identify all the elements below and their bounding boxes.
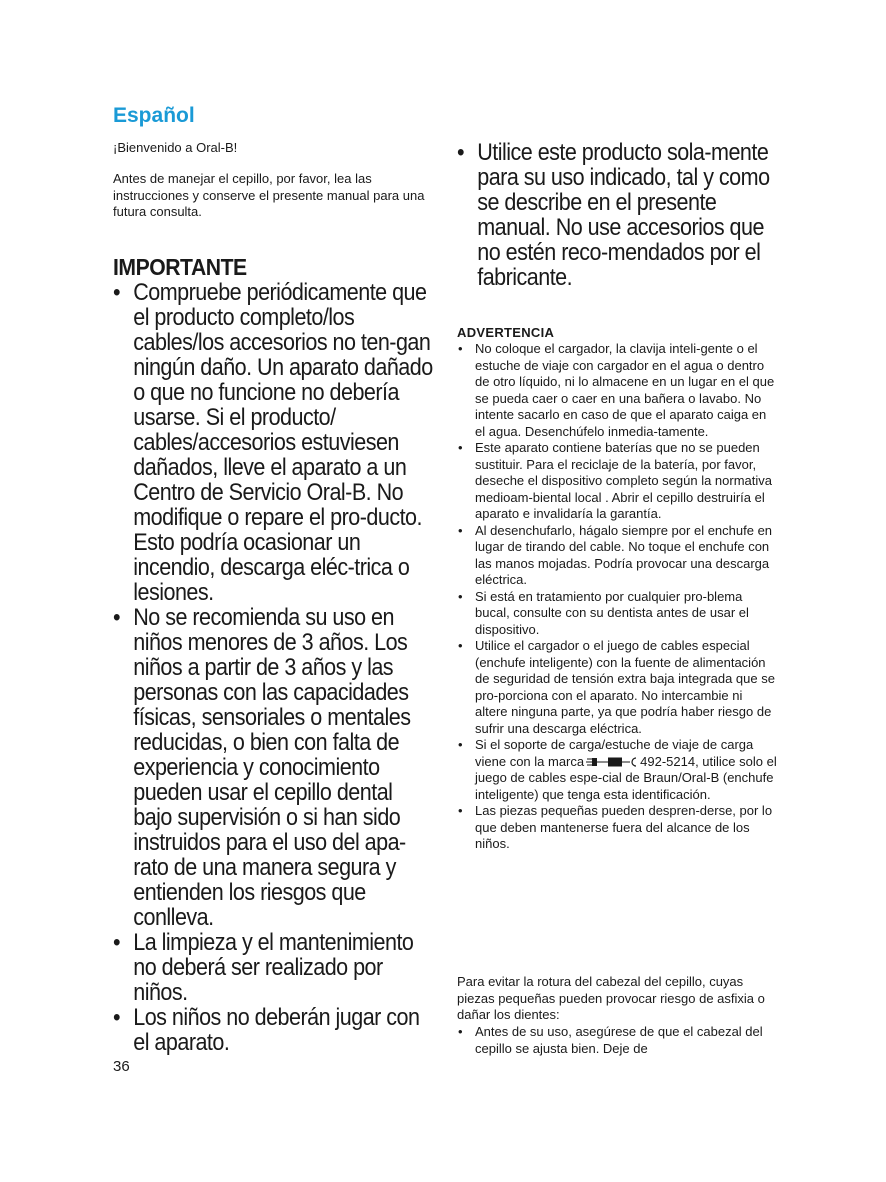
important-item: • Utilice este producto sola-mente para su uso indicado, tal y como se describe en el presente manual. No use accesorios que no estén reco-mendados por el fabricante. xyxy=(457,140,777,290)
important-item: • Los niños no deberán jugar con el aparato. xyxy=(113,1005,435,1055)
important-item: • No se recomienda su uso en niños menores de 3 años. Los niños a partir de 3 años y las personas con las capacidades físicas, sensoriales o mentales reducidas, o bien con falta de experiencia y conocimiento pueden usar el cepillo dental bajo supervisión o si han sido instruidos para el uso del apa-rato de una manera segura y entienden los riesgos que conlleva. xyxy=(113,605,435,930)
important-item: • La limpieza y el mantenimiento no deberá ser realizado por niños. xyxy=(113,930,435,1005)
warning-item-marca xyxy=(457,737,777,803)
warning-item: • Si está en tratamiento por cualquier pro-blema bucal, consulte con su dentista antes de usar el dispositivo. xyxy=(457,589,777,639)
warning-heading: ADVERTENCIA xyxy=(457,325,555,340)
brush-head-list xyxy=(457,1024,777,1057)
brush-head-paragraph: Para evitar la rotura del cabezal del cepillo, cuyas piezas pequeñas pueden provocar riesgo de asfixia o dañar los dientes: xyxy=(457,974,765,1022)
warning-item: • No coloque el cargador, la clavija inteli-gente o el estuche de viaje con cargador en el agua o dentro de otro líquido, ni lo almacene en un lugar en el que se pueda caer o caer en una bañera o lavabo. No intente sacarlo en caso de que el aparato caiga en el agua. Desenchúfelo inmedia-tamente. xyxy=(457,341,777,440)
important-list-continued xyxy=(457,140,777,290)
warning-item: • Las piezas pequeñas pueden despren-derse, por lo que deben mantenerse fuera del alcance de los niños. xyxy=(457,803,777,853)
language-title: Español xyxy=(113,104,195,127)
page-number: 36 xyxy=(113,1058,130,1075)
plug-cable-icon xyxy=(586,756,638,768)
important-heading: IMPORTANTE xyxy=(113,254,247,280)
intro-paragraph: Antes de manejar el cepillo, por favor, lea las instrucciones y conserve el presente manual para una futura consulta. xyxy=(113,171,425,219)
warning-item: • Utilice el cargador o el juego de cables especial (enchufe inteligente) con la fuente de alimentación de seguridad de tensión extra baja integrada que se pro-porciona con el aparato. No intercambie ni altere ninguna parte, ya que podría haber riesgo de sufrir una descarga eléctrica. xyxy=(457,638,777,737)
marca-text-before: Si el soporte de carga/estuche de viaje de carga viene con la marca xyxy=(475,737,754,769)
marca-text-after: 492-5214, utilice solo el juego de cables espe-cial de Braun/Oral-B (enchufe inteligente) que tenga esta identificación. xyxy=(475,753,777,802)
important-item: • Compruebe periódicamente que el producto completo/los cables/los accesorios no ten-gan ningún daño. Un aparato dañado o que no funcione no debería usarse. Si el producto/ cables/accesorios estuviesen dañados, lleve el aparato a un Centro de Servicio Oral-B. No modifique o repare el pro-ducto. Esto podría ocasionar un incendio, descarga eléc-trica o lesiones. xyxy=(113,280,435,605)
brush-head-item: • Antes de su uso, asegúrese de que el cabezal del cepillo se ajusta bien. Deje de xyxy=(457,1024,777,1057)
warning-item: • Este aparato contiene baterías que no se pueden sustituir. Para el reciclaje de la batería, por favor, deseche el dispositivo completo según la normativa medioam-biental local . Abrir el cepillo destruiría el aparato e invalidaría la garantía. xyxy=(457,440,777,523)
warning-list xyxy=(457,341,777,853)
warning-item: • Al desenchufarlo, hágalo siempre por el enchufe en lugar de tirando del cable. No toque el enchufe con las manos mojadas. Podría provocar una descarga eléctrica. xyxy=(457,523,777,589)
welcome-text: ¡Bienvenido a Oral-B! xyxy=(113,140,238,155)
important-list xyxy=(113,280,435,1055)
